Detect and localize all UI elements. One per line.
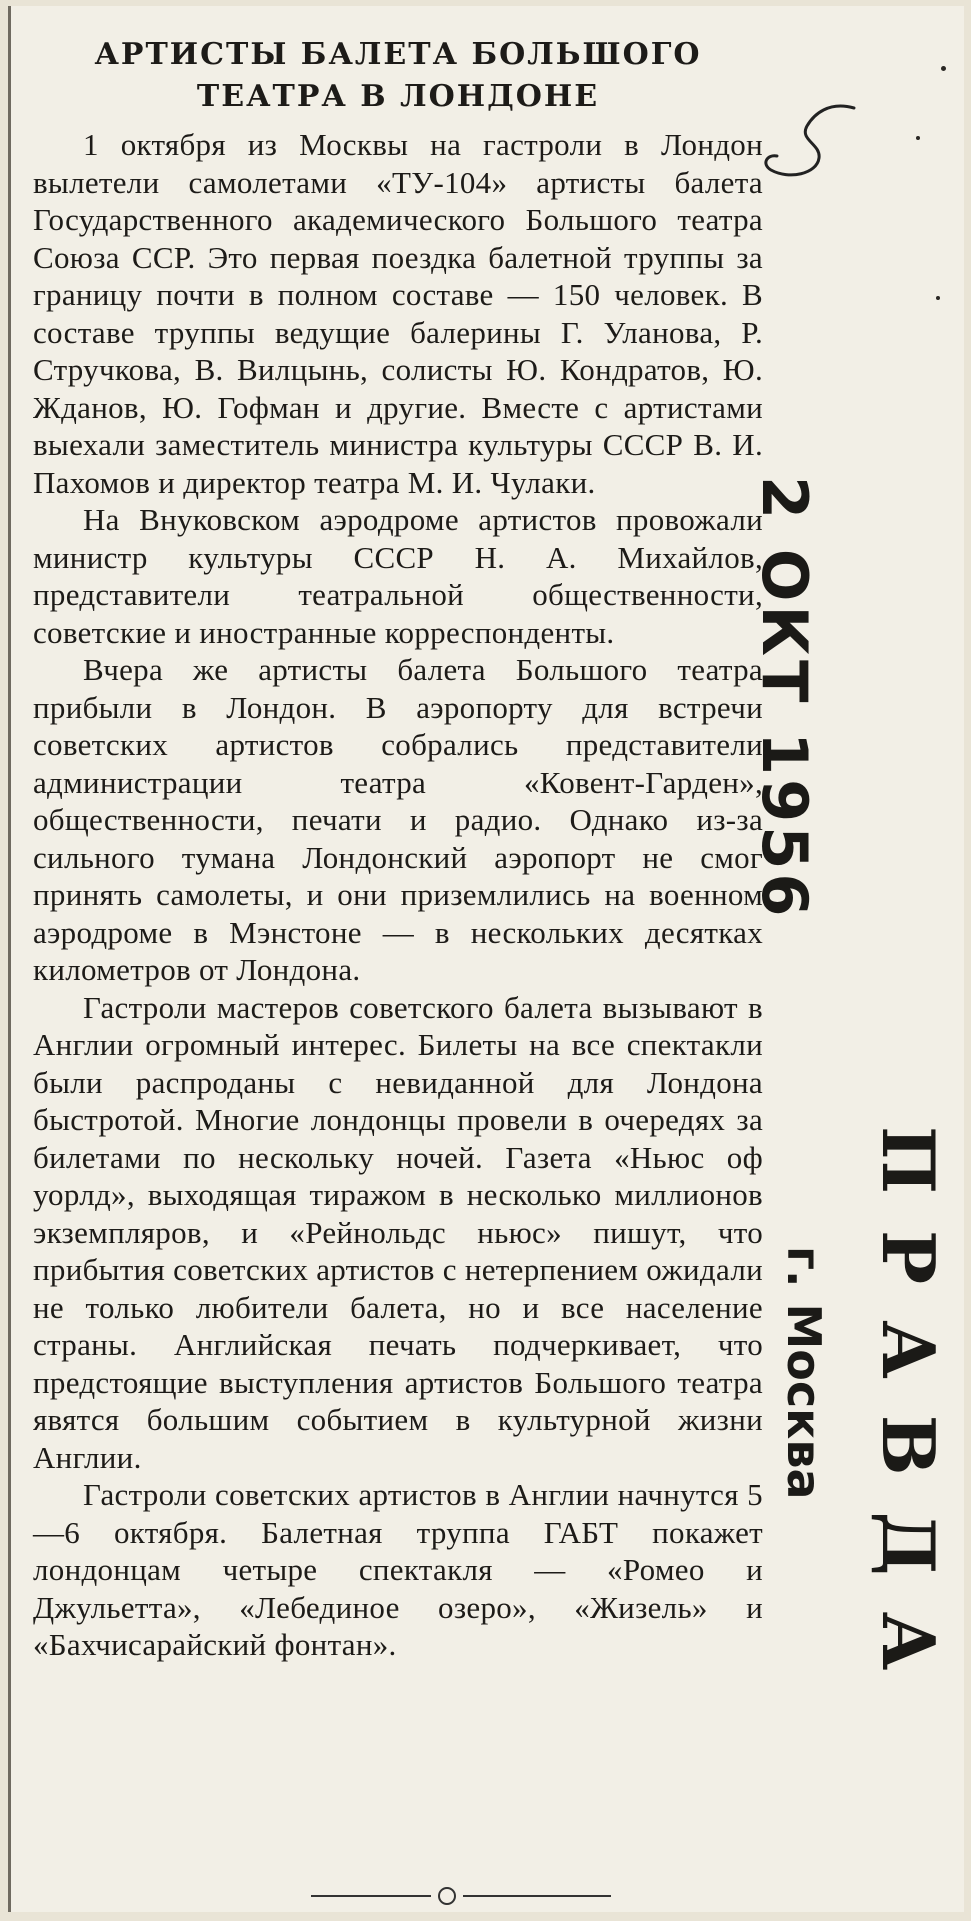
article-paragraph-1: 1 октября из Москвы на гастроли в Лондон вылетели самолетами «ТУ-104» артисты балета Государственного академического Большого театра Союза ССР. Это первая поездка балетной труппы за границу почти в полном составе — 150 человек. В составе труппы ведущие балерины Г. Уланова, Р. Стручкова, В. Вилцынь, солисты Ю. Кондратов, Ю. Жданов, Ю. Гофман и другие. Вместе с артистами выехали заместитель министра культуры СССР В. И. Пахомов и директор театра М. И. Чулаки.: [33, 127, 763, 500]
newspaper-clipping: [8, 6, 964, 1912]
article-paragraph-3: Вчера же артисты балета Большого театра прибыли в Лондон. В аэропорту для встречи советских артистов собрались представители администрации театра «Ковент-Гарден», общественности, печати и радио. Однако из-за сильного тумана Лондонский аэропорт не смог принять самолеты, и они приземлились на военном аэродроме в Мэнстоне — в нескольких десятках километров от Лондона.: [33, 652, 763, 987]
masthead-city: [779, 1246, 839, 1586]
ink-dot: [916, 136, 920, 140]
headline-line-2: ТЕАТРА В ЛОНДОНЕ: [196, 79, 600, 114]
ink-dot: [936, 296, 940, 300]
masthead-city-text: г. Москва: [777, 1246, 831, 1500]
masthead-title: ПРАВДА: [866, 1126, 951, 1707]
bottom-rule: [311, 1886, 611, 1906]
headline-line-1: АРТИСТЫ БАЛЕТА БОЛЬШОГО: [94, 37, 702, 72]
date-stamp: [748, 476, 861, 921]
ink-dot: [941, 66, 946, 71]
headline: [33, 34, 763, 118]
handwritten-mark: [759, 96, 879, 216]
masthead: [866, 1126, 961, 1766]
article: [33, 34, 763, 1664]
article-paragraph-5: Гастроли советских артистов в Англии начнутся 5—6 октября. Балетная труппа ГАБТ покажет лондонцам четыре спектакля — «Ромео и Джульетта», «Лебединое озеро», «Жизель» и «Бахчисарайский фонтан».: [33, 1477, 763, 1662]
date-stamp-text: 2 ОКТ 1956: [748, 476, 821, 921]
article-paragraph-2: На Внуковском аэродроме артистов провожали министр культуры СССР Н. А. Михайлов, представители театральной общественности, советские и иностранные корреспонденты.: [33, 502, 763, 650]
article-paragraph-4: Гастроли мастеров советского балета вызывают в Англии огромный интерес. Билеты на все спектакли были распроданы с невиданной для Лондона быстротой. Многие лондонцы провели в очередях за билетами по нескольку ночей. Газета «Ньюс оф уорлд», выходящая тиражом в несколько миллионов экземпляров, и «Рейнольдс ньюс» пишут, что прибытия советских артистов с нетерпением ожидали не только любители балета, но и все население страны. Английская печать подчеркивает, что предстоящие выступления артистов Большого театра явятся большим событием в культурной жизни Англии.: [33, 989, 763, 1475]
